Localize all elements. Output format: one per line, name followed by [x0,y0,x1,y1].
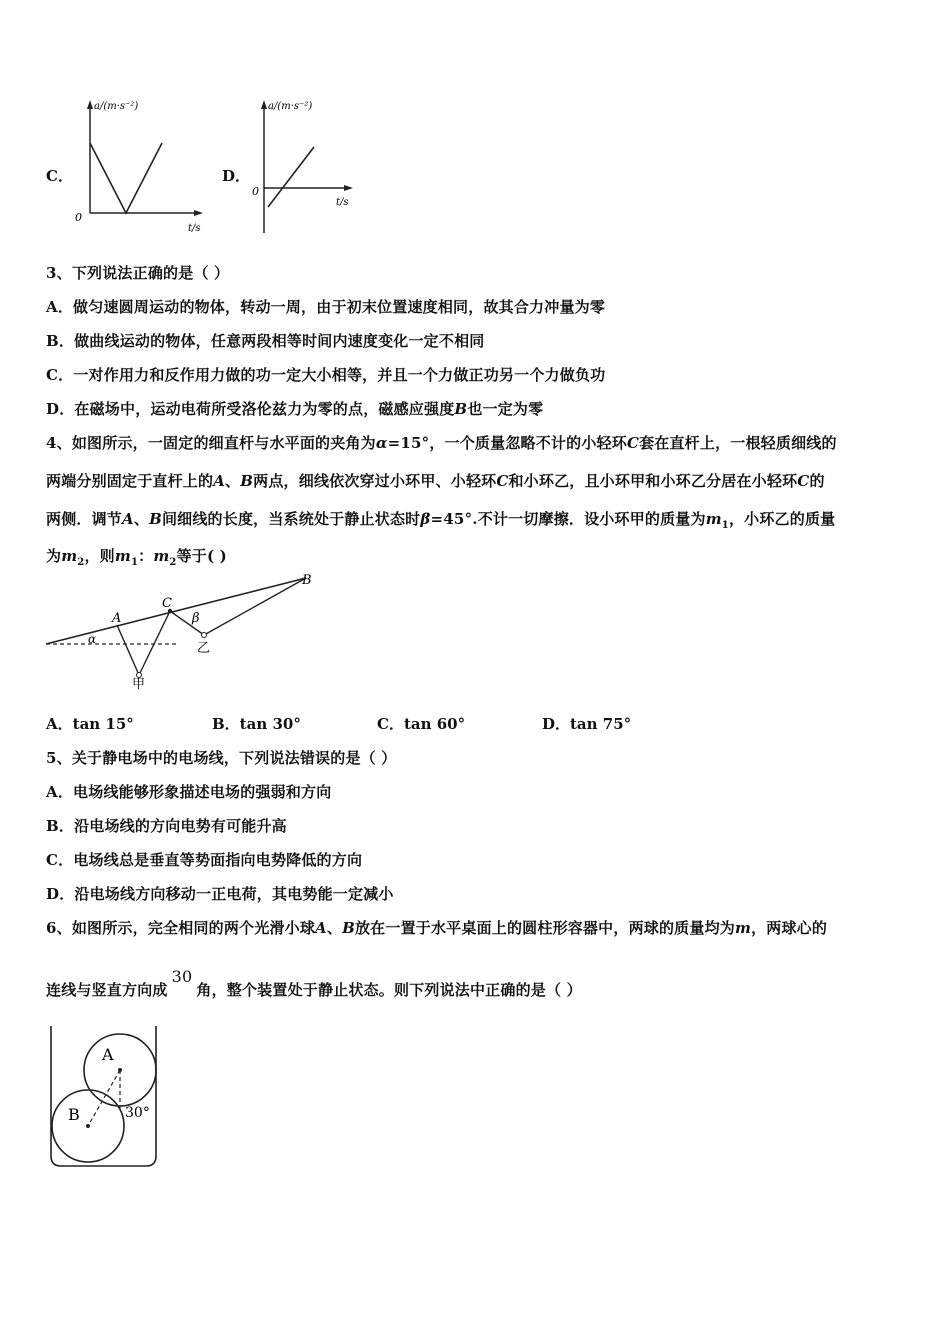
q4-fig-label-beta: β [192,611,200,626]
q5-option-a: A．电场线能够形象描述电场的强弱和方向 [46,783,332,801]
q4-fig-label-b: B [302,573,312,588]
q4-stem-line2: 两端分别固定于直杆上的A、B两点，细线依次穿过小环甲、小轻环C和小环乙，且小环甲和小环乙分居在小轻环C的 [46,472,825,490]
q5-option-d: D．沿电场线方向移动一正电荷，其电势能一定减小 [46,885,394,903]
q4-stem-line4: 为$m_2$，则$m_1$：$m_2$等于( ) [46,547,227,568]
option-c-label: C． [46,167,73,185]
q3-option-a: A．做匀速圆周运动的物体，转动一周，由于初末位置速度相同，故其合力冲量为零 [46,298,606,316]
graph-c-x-axis: t/s [188,223,201,234]
q4-option-d: D．tan 75° [542,715,632,733]
graph-c [70,95,210,235]
q4-figure [44,570,324,690]
q4-option-c: C．tan 60° [377,715,466,733]
graph-d [248,95,358,240]
q3-option-d: D．在磁场中，运动电荷所受洛伦兹力为零的点，磁感应强度B也一定为零 [46,400,544,418]
q6-angle-inline: 30 [171,967,193,986]
q5-option-b: B．沿电场线的方向电势有可能升高 [46,817,287,835]
q4-fig-label-yi: 乙 [197,641,211,656]
q5-stem: 5、关于静电场中的电场线，下列说法错误的是（ ） [46,749,397,767]
graph-d-x-axis: t/s [336,197,349,208]
graph-c-y-axis: a/(m·s⁻²) [94,101,139,112]
q4-stem-line1: 4、如图所示，一固定的细直杆与水平面的夹角为α=15°，一个质量忽略不计的小轻环C套在直杆上，一根轻质细线的 [46,434,837,452]
q6-stem-line1: 6、如图所示，完全相同的两个光滑小球A、B放在一置于水平桌面上的圆柱形容器中，两球的质量均为m，两球心的 [46,919,828,937]
graph-d-y-axis: a/(m·s⁻²) [268,101,313,112]
q4-option-a: A．tan 15° [46,715,134,733]
q4-fig-label-c: C [162,596,172,611]
q4-fig-label-alpha: α [88,632,97,646]
q6-stem-line2: 连线与竖直方向成30角，整个装置处于静止状态。则下列说法中正确的是（ ） [46,967,582,999]
q4-option-b: B．tan 30° [212,715,301,733]
q6-fig-label-angle: 30° [125,1105,150,1121]
q3-stem: 3、下列说法正确的是（ ） [46,264,230,282]
q6-fig-label-b: B [68,1105,80,1124]
q5-option-c: C．电场线总是垂直等势面指向电势降低的方向 [46,851,363,869]
option-d-label: D． [222,167,251,185]
q3-option-b: B．做曲线运动的物体，任意两段相等时间内速度变化一定不相同 [46,332,485,350]
q6-figure [44,1020,169,1172]
q4-fig-label-jia: 甲 [132,677,146,690]
q4-stem-line3: 两侧．调节A、B间细线的长度，当系统处于静止状态时β=45°.不计一切摩擦．设小环甲的质量为$m_1$，小环乙的质量 [46,510,836,531]
q3-option-c: C．一对作用力和反作用力做的功一定大小相等，并且一个力做正功另一个力做负功 [46,366,606,384]
graph-c-origin: 0 [75,211,82,224]
graph-d-origin: 0 [252,185,259,198]
q6-fig-label-a: A [102,1045,114,1064]
q4-fig-label-a: A [112,611,122,626]
